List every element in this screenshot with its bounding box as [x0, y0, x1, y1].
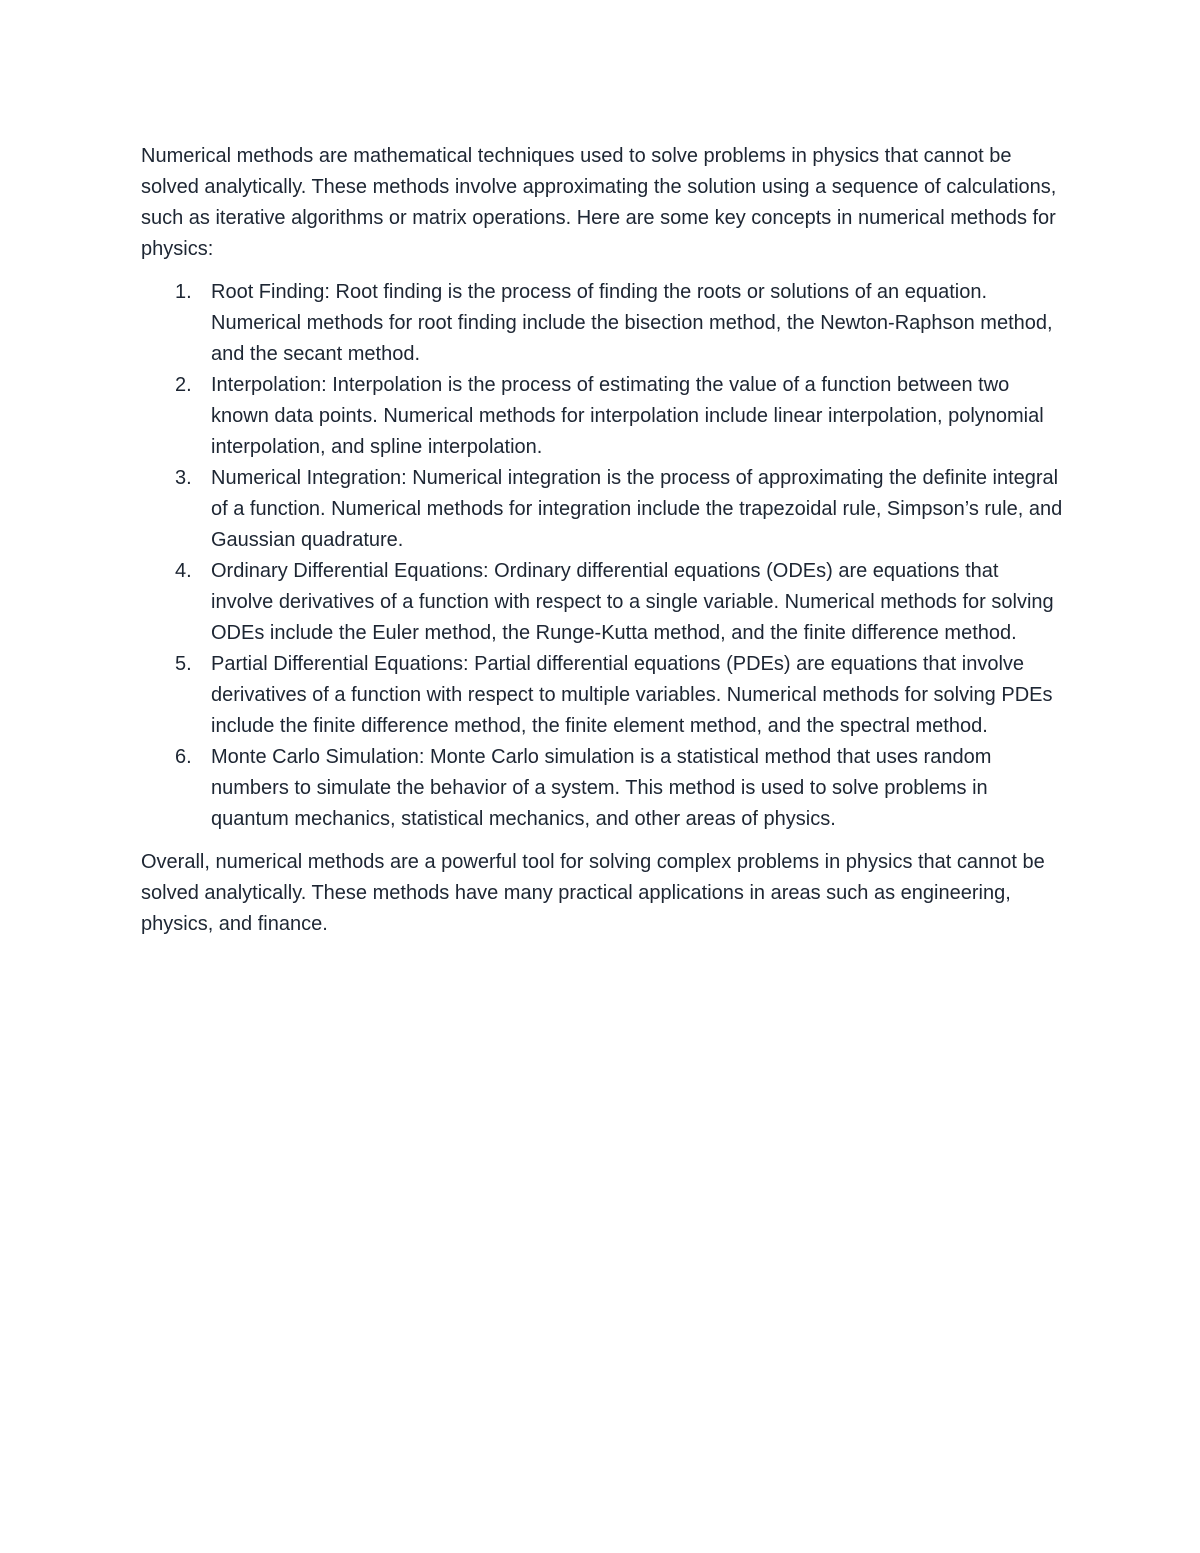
list-item-text: Root Finding: Root finding is the process of finding the roots or solutions of an equation. Numerical methods for root finding include the bisection method, the Newton-Raphson method, and the secant method. [211, 281, 1053, 365]
conclusion-paragraph: Overall, numerical methods are a powerful tool for solving complex problems in physics that cannot be solved analytically. These methods have many practical applications in areas such as engineering, physics, and finance. [141, 851, 1045, 935]
list-item-number: 4. [175, 560, 192, 582]
list-item-number: 6. [175, 746, 192, 768]
list-item [141, 370, 1066, 463]
list-item-number: 5. [175, 653, 192, 675]
list-item-number: 3. [175, 467, 192, 489]
intro-paragraph: Numerical methods are mathematical techniques used to solve problems in physics that cannot be solved analytically. These methods involve approximating the solution using a sequence of calculations, such as iterative algorithms or matrix operations. Here are some key concepts in numerical methods for physics: [141, 145, 1057, 260]
list-item-text: Monte Carlo Simulation: Monte Carlo simulation is a statistical method that uses random numbers to simulate the behavior of a system. This method is used to solve problems in quantum mechanics, statistical mechanics, and other areas of physics. [211, 746, 992, 830]
list-item [141, 649, 1066, 742]
list-item [141, 556, 1066, 649]
list-item-text: Ordinary Differential Equations: Ordinary differential equations (ODEs) are equations that involve derivatives of a function with respect to a single variable. Numerical methods for solving ODEs include the Euler method, the Runge-Kutta method, and the finite difference method. [211, 560, 1054, 644]
list-item-text: Numerical Integration: Numerical integration is the process of approximating the definite integral of a function. Numerical methods for integration include the trapezoidal rule, Simpson’s rule, and Gaussian quadrature. [211, 467, 1063, 551]
list-item-text: Interpolation: Interpolation is the process of estimating the value of a function between two known data points. Numerical methods for interpolation include linear interpolation, polynomial interpolation, and spline interpolation. [211, 374, 1044, 458]
list-item [141, 277, 1066, 370]
concept-list [141, 277, 1066, 835]
list-item-text: Partial Differential Equations: Partial differential equations (PDEs) are equations that involve derivatives of a function with respect to multiple variables. Numerical methods for solving PDEs include the finite difference method, the finite element method, and the spectral method. [211, 653, 1053, 737]
list-item-number: 1. [175, 281, 192, 303]
list-item [141, 463, 1066, 556]
list-item [141, 742, 1066, 835]
list-item-number: 2. [175, 374, 192, 396]
document-body [141, 141, 1066, 940]
